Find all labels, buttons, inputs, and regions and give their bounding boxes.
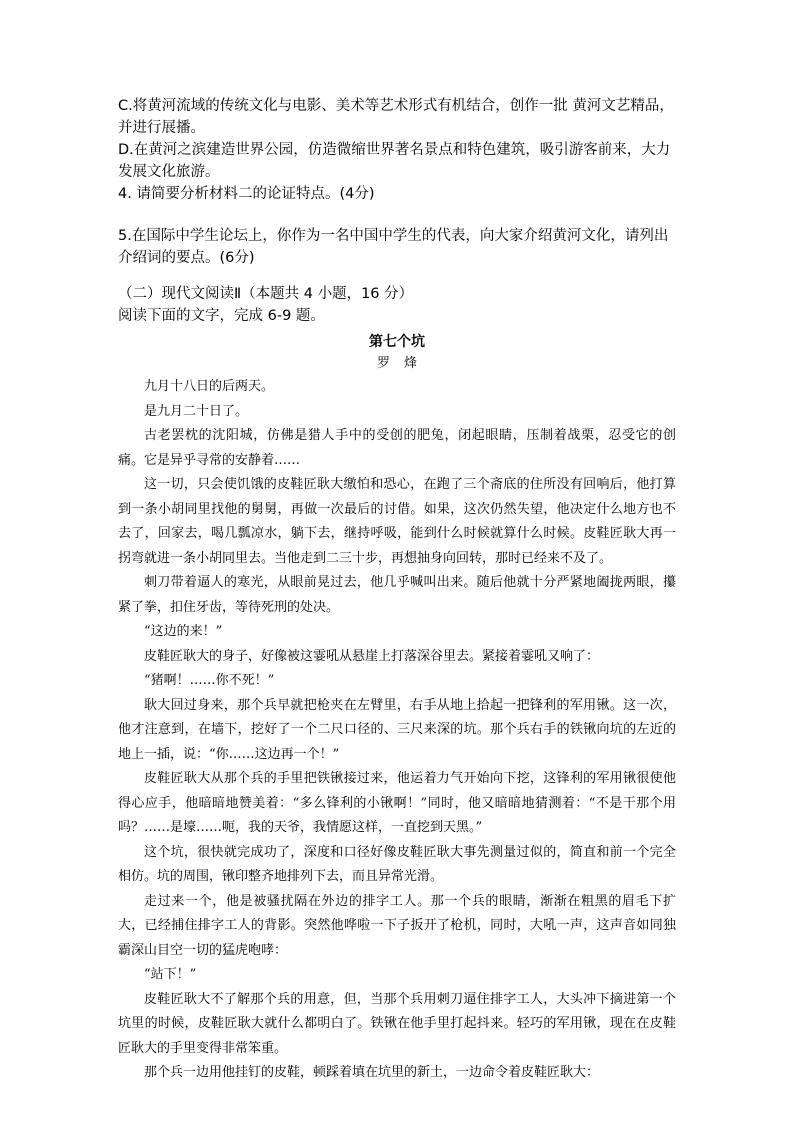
story-paragraph: 皮鞋匠耿大从那个兵的手里把铁锹接过来，他运着力气开始向下挖，这锋利的军用锹很使他得心应手，他暗暗地赞美着：“多么锋利的小锹啊！”同时，他又暗暗地猜测着：“不是干那个用吗？……是壕……呃，我的天爷，我情愿这样，一直挖到天黑。” bbox=[118, 771, 676, 835]
section-header bbox=[118, 283, 676, 327]
story-paragraph: 刺刀带着逼人的寒光，从眼前晃过去，他几乎喊叫出来。随后他就十分严紧地阖拢两眼，攥紧了拳，扣住牙齿，等待死刑的处决。 bbox=[118, 575, 676, 615]
story-paragraph: 耿大回过身来，那个兵早就把枪夹在左臂里，右手从地上拾起一把锋利的军用锹。这一次，他才注意到，在墙下，挖好了一个二尺口径的、三尺来深的坑。那个兵右手的铁锹向坑的左近的地上一插，说：“你……这边再一个！” bbox=[118, 697, 676, 762]
story-paragraph: 古老罢枕的沈阳城，仿佛是猎人手中的受创的肥兔，闭起眼睛，压制着战栗，忍受它的创痛。它是异乎寻常的安静着…… bbox=[118, 428, 676, 468]
story-paragraph: 皮鞋匠耿大的身子，好像被这霎吼从悬崖上打落深谷里去。紧接着霎吼又响了： bbox=[144, 648, 600, 664]
story-paragraph: 皮鞋匠耿大不了解那个兵的用意，但，当那个兵用刺刀逼住排字工人，大头冲下摘进第一个坑里的时候，皮鞋匠耿大就什么都明白了。铁锹在他手里打起抖来。轻巧的军用锹，现在在皮鞋匠耿大的手里变得非常笨重。 bbox=[118, 991, 676, 1056]
story-body bbox=[118, 375, 676, 1086]
story-author: 罗烽 bbox=[376, 356, 431, 371]
option-c: C.将黄河流域的传统文化与电影、美术等艺术形式有机结合，创作一批 黄河文艺精品，并进行展播。 bbox=[118, 98, 674, 136]
story-paragraph: “猪啊！……你不死！” bbox=[144, 673, 275, 688]
questions-block bbox=[118, 95, 676, 269]
story-title: 第七个坑 bbox=[369, 334, 425, 350]
spacer bbox=[118, 205, 676, 225]
question-4: 4. 请简要分析材料二的论证特点。(4分) bbox=[118, 186, 375, 202]
section-instruction: 阅读下面的文字，完成 6-9 题。 bbox=[118, 308, 325, 324]
section-heading: （二）现代文阅读Ⅱ（本题共 4 小题，16 分） bbox=[118, 286, 414, 302]
story-paragraph: 这一切，只会使饥饿的皮鞋匠耿大缴怕和恐心，在跑了三个斋底的住所没有回响后，他打算到一条小胡同里找他的舅舅，再做一次最后的讨借。如果，这次仍然失望，他决定什么地方也不去了，回家去，喝几瓢凉水，躺下去，继持呼吸，能到什么时候就算什么时候。皮鞋匠耿大再一拐弯就进一条小胡同里去。当他走到二三十步，再想抽身向回转，那时已经来不及了。 bbox=[118, 477, 676, 566]
story-paragraph: 是九月二十日了。 bbox=[144, 403, 249, 419]
story-paragraph: 九月十八日的后两天。 bbox=[144, 379, 275, 394]
story-paragraph: “这边的来！” bbox=[144, 624, 223, 639]
question-5: 5.在国际中学生论坛上，你作为一名中国中学生的代表，向大家介绍黄河文化，请列出介绍词的要点。(6分) bbox=[118, 228, 669, 266]
story-paragraph: “站下！” bbox=[144, 967, 197, 982]
story-paragraph: 走过来一个，他是被骚扰隔在外边的排字工人。那一个兵的眼睛，渐渐在粗黑的眉毛下扩大，已经捕住排字工人的背影。突然他哗啦一下子扳开了枪机，同时，大吼一声，这声音如同独霸深山目空一切的猛虎咆哮： bbox=[118, 893, 676, 958]
story-paragraph: 那个兵一边用他挂钉的皮鞋，顿踩着填在坑里的新土，一边命令着皮鞋匠耿大： bbox=[144, 1065, 600, 1080]
story-paragraph: 这个坑，很快就完成功了，深度和口径好像皮鞋匠耿大事先测量过似的，简直和前一个完全相仿。坑的周围，锹印整齐地排列下去，而且异常光滑。 bbox=[118, 844, 676, 884]
option-d: D.在黄河之滨建造世界公园，仿造微缩世界著名景点和特色建筑，吸引游客前来，大力发展文化旅游。 bbox=[118, 142, 671, 180]
